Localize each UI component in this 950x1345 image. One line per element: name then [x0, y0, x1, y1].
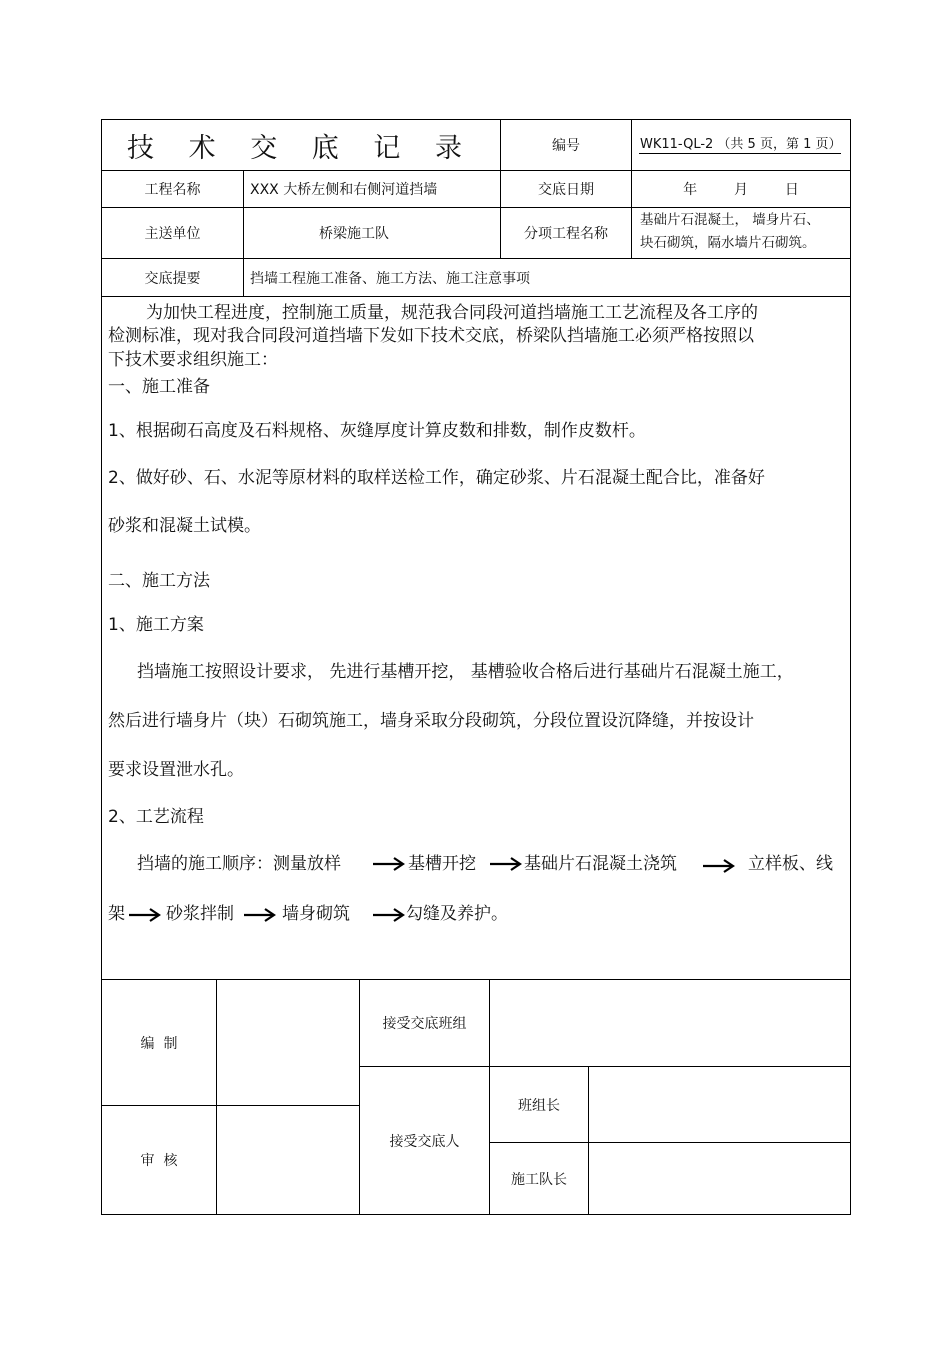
number-label: 编号	[552, 138, 580, 154]
flow-step-4-cont: 架	[108, 904, 125, 924]
subitem-line-2: 块石砌筑，隔水墙片石砌筑。	[640, 235, 816, 251]
flow-step-7: 勾缝及养护。	[406, 904, 508, 924]
flow-arrow-icon	[372, 906, 406, 922]
project-name-label: 工程名称	[144, 182, 201, 198]
flow-step-6: 墙身砌筑	[282, 904, 350, 924]
section-1-item-2-line-1: 2、做好砂、石、水泥等原材料的取样送检工作，确定砂浆、片石混凝土配合比，准备好	[108, 468, 765, 488]
crew-leader-label: 施工队长	[511, 1171, 567, 1188]
unit-value: 桥梁施工队	[319, 226, 389, 242]
intro-line-3: 下技术要求组织施工：	[108, 350, 278, 370]
section-1-heading: 一、施工准备	[108, 377, 210, 397]
summary-label: 交底提要	[144, 270, 201, 287]
flow-arrow-icon	[702, 857, 736, 873]
subitem-value	[640, 209, 850, 255]
section-2-heading: 二、施工方法	[108, 571, 210, 591]
plan-line-3: 要求设置泄水孔。	[108, 760, 244, 780]
date-label: 交底日期	[538, 182, 594, 198]
plan-line-1: 挡墙施工按照设计要求， 先进行基槽开挖， 基槽验收合格后进行基础片石混凝土施工，	[137, 662, 794, 682]
section-2-sub-1: 1、施工方案	[108, 615, 204, 635]
flow-arrow-icon	[243, 906, 277, 922]
subitem-label: 分项工程名称	[524, 226, 608, 242]
flow-step-5: 砂浆拌制	[166, 904, 234, 924]
date-value: 年 月 日	[683, 182, 799, 198]
flow-arrow-icon	[372, 855, 406, 871]
document-title: 技 术 交 底 记 录	[127, 132, 475, 164]
number-value: WK11-QL-2 （共 5 页，第 1 页）	[640, 136, 842, 152]
flow-arrow-icon	[489, 855, 523, 871]
plan-line-2: 然后进行墙身片（块）石砌筑施工，墙身采取分段砌筑，分段位置设沉降缝，并按设计	[108, 711, 754, 731]
flow-prefix: 挡墙的施工顺序：测量放样	[137, 854, 341, 874]
intro-line-2: 检测标准，现对我合同段河道挡墙下发如下技术交底，桥梁队挡墙施工必须严格按照以	[108, 326, 754, 346]
receiver-label: 接受交底人	[389, 1133, 460, 1150]
section-1-item-2-line-2: 砂浆和混凝土试模。	[108, 516, 261, 536]
section-1-item-1: 1、根据砌石高度及石料规格、灰缝厚度计算皮数和排数，制作皮数杆。	[108, 421, 646, 441]
summary-value: 挡墙工程施工准备、施工方法、施工注意事项	[250, 270, 530, 287]
flow-step-4: 立样板、线	[748, 854, 833, 874]
project-name-value: XXX 大桥左侧和右侧河道挡墙	[250, 182, 438, 198]
flow-step-3: 基础片石混凝土浇筑	[524, 854, 677, 874]
receive-team-label: 接受交底班组	[382, 1016, 467, 1032]
intro-line-1: 为加快工程进度，控制施工质量，规范我合同段河道挡墙施工工艺流程及各工序的	[146, 303, 758, 323]
compile-label: 编 制	[140, 1035, 178, 1052]
section-2-sub-2: 2、工艺流程	[108, 807, 204, 827]
review-label: 审 核	[140, 1153, 178, 1169]
flow-arrow-icon	[128, 906, 162, 922]
subitem-line-1: 基础片石混凝土， 墙身片石、	[640, 212, 820, 228]
unit-label: 主送单位	[144, 226, 201, 242]
flow-step-2: 基槽开挖	[408, 854, 476, 874]
team-leader-label: 班组长	[518, 1097, 560, 1114]
